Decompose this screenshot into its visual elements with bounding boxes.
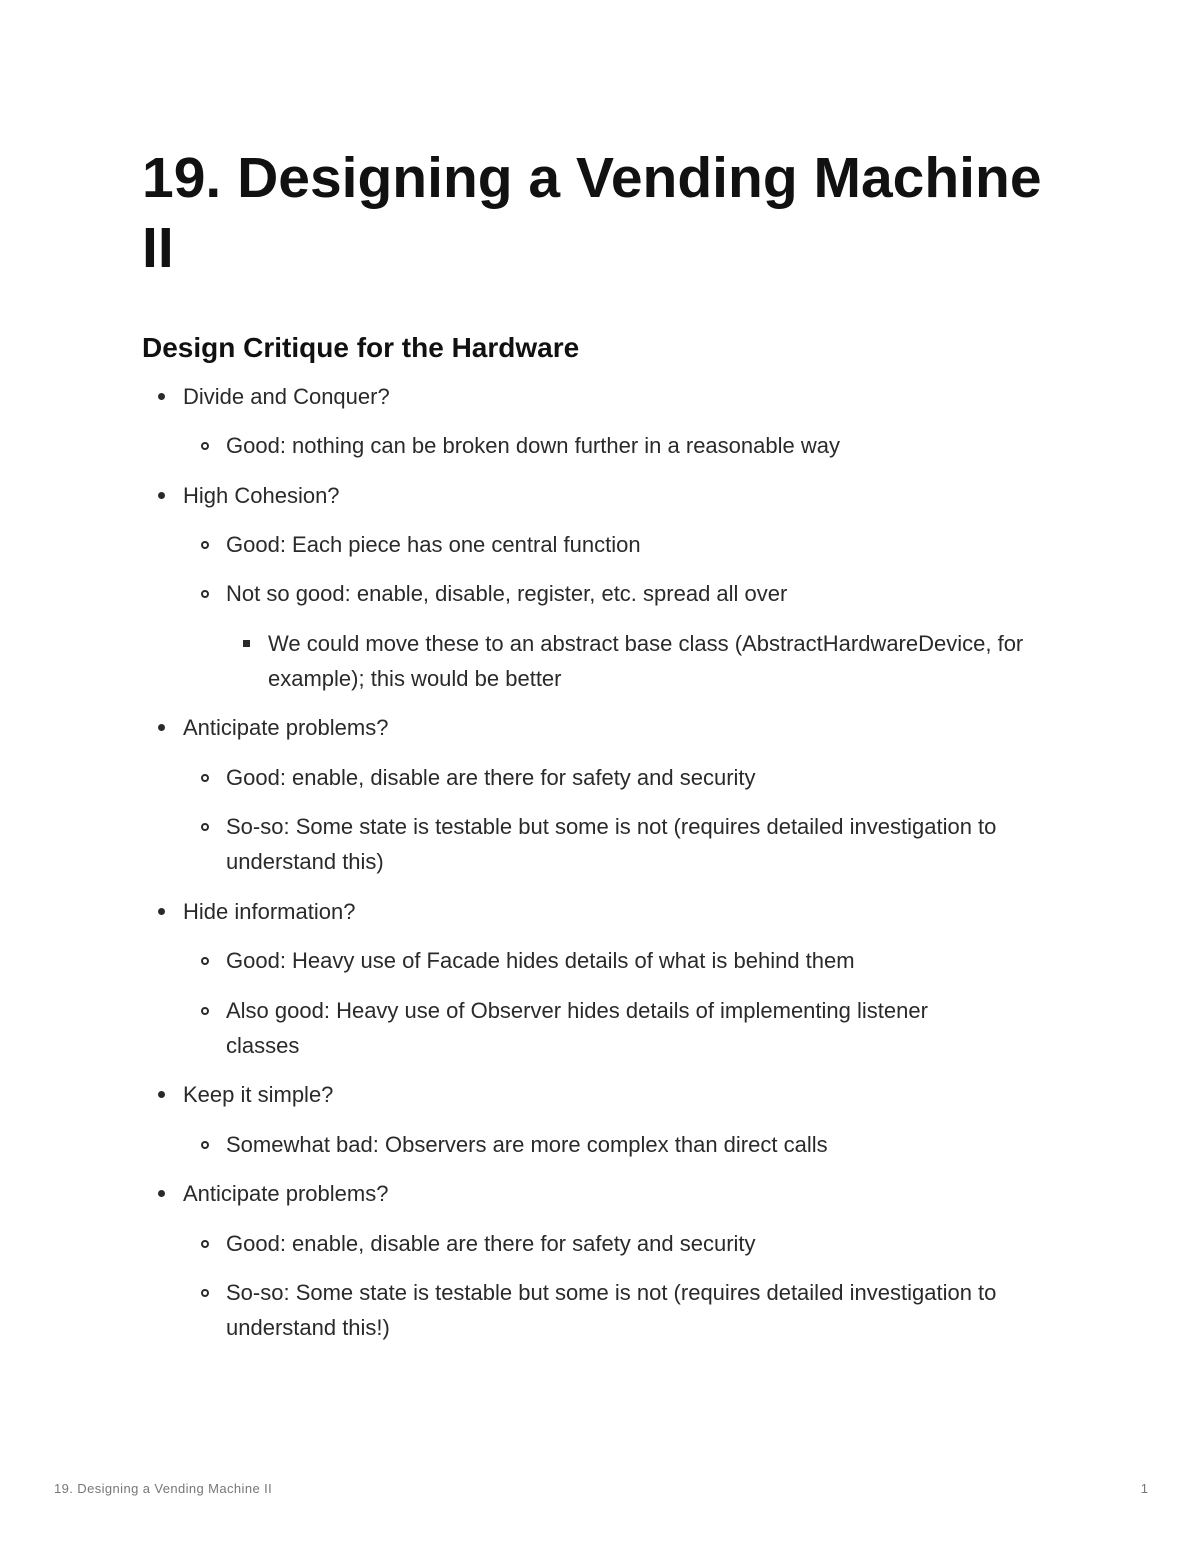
list-subitem-text: Good: nothing can be broken down further in a reasonable way (226, 433, 840, 458)
bullet-disc-icon (158, 908, 165, 915)
list-item (183, 894, 1063, 929)
list-subsubitem (268, 626, 1058, 696)
bullet-disc-icon (158, 1091, 165, 1098)
list-item-text: High Cohesion? (183, 483, 340, 508)
list-subitem (226, 1226, 1066, 1261)
list-subsubitem-text: We could move these to an abstract base class (AbstractHardwareDevice, for example); this would be better (268, 631, 1024, 691)
footer-title: 19. Designing a Vending Machine II (54, 1481, 273, 1496)
list-item (183, 710, 1063, 745)
list-subitem (226, 527, 1066, 562)
list-subitem-text: Also good: Heavy use of Observer hides details of implementing listener classes (226, 998, 928, 1058)
list-subitem (226, 760, 1066, 795)
list-item-text: Anticipate problems? (183, 1181, 389, 1206)
list-item-text: Divide and Conquer? (183, 384, 390, 409)
list-subitem-text: Good: Heavy use of Facade hides details of what is behind them (226, 948, 855, 973)
list-item (183, 1077, 1063, 1112)
bullet-disc-icon (158, 492, 165, 499)
page-number: 1 (1140, 1481, 1148, 1496)
bullet-square-icon (243, 640, 250, 647)
bullet-circle-icon (201, 1240, 209, 1248)
list-item (183, 1176, 1063, 1211)
list-subitem-text: Good: enable, disable are there for safety and security (226, 1231, 756, 1256)
bullet-disc-icon (158, 724, 165, 731)
list-item-text: Keep it simple? (183, 1082, 334, 1107)
list-subitem (226, 1275, 1061, 1345)
bullet-circle-icon (201, 957, 209, 965)
bullet-disc-icon (158, 393, 165, 400)
bullet-disc-icon (158, 1190, 165, 1197)
bullet-circle-icon (201, 590, 209, 598)
bullet-circle-icon (201, 541, 209, 549)
bullet-circle-icon (201, 1141, 209, 1149)
list-subitem (226, 943, 1066, 978)
list-item-text: Anticipate problems? (183, 715, 389, 740)
list-item (183, 478, 1063, 513)
list-subitem (226, 993, 996, 1063)
list-subitem (226, 576, 1066, 611)
bullet-circle-icon (201, 1007, 209, 1015)
list-subitem-text: Somewhat bad: Observers are more complex than direct calls (226, 1132, 828, 1157)
bullet-circle-icon (201, 442, 209, 450)
list-subitem (226, 428, 1066, 463)
list-subitem-text: Good: Each piece has one central function (226, 532, 641, 557)
page-title: 19. Designing a Vending Machine II (142, 146, 1042, 280)
list-subitem-text: Not so good: enable, disable, register, etc. spread all over (226, 581, 788, 606)
list-subitem-text: So-so: Some state is testable but some is not (requires detailed investigation to understand this!) (226, 1280, 997, 1340)
bullet-circle-icon (201, 774, 209, 782)
list-item (183, 379, 1063, 414)
section-heading: Design Critique for the Hardware (142, 332, 580, 363)
bullet-circle-icon (201, 823, 209, 831)
list-subitem-text: Good: enable, disable are there for safety and security (226, 765, 756, 790)
list-subitem-text: So-so: Some state is testable but some is not (requires detailed investigation to understand this) (226, 814, 997, 874)
list-subitem (226, 809, 1061, 879)
bullet-circle-icon (201, 1289, 209, 1297)
list-item-text: Hide information? (183, 899, 356, 924)
list-subitem (226, 1127, 1066, 1162)
